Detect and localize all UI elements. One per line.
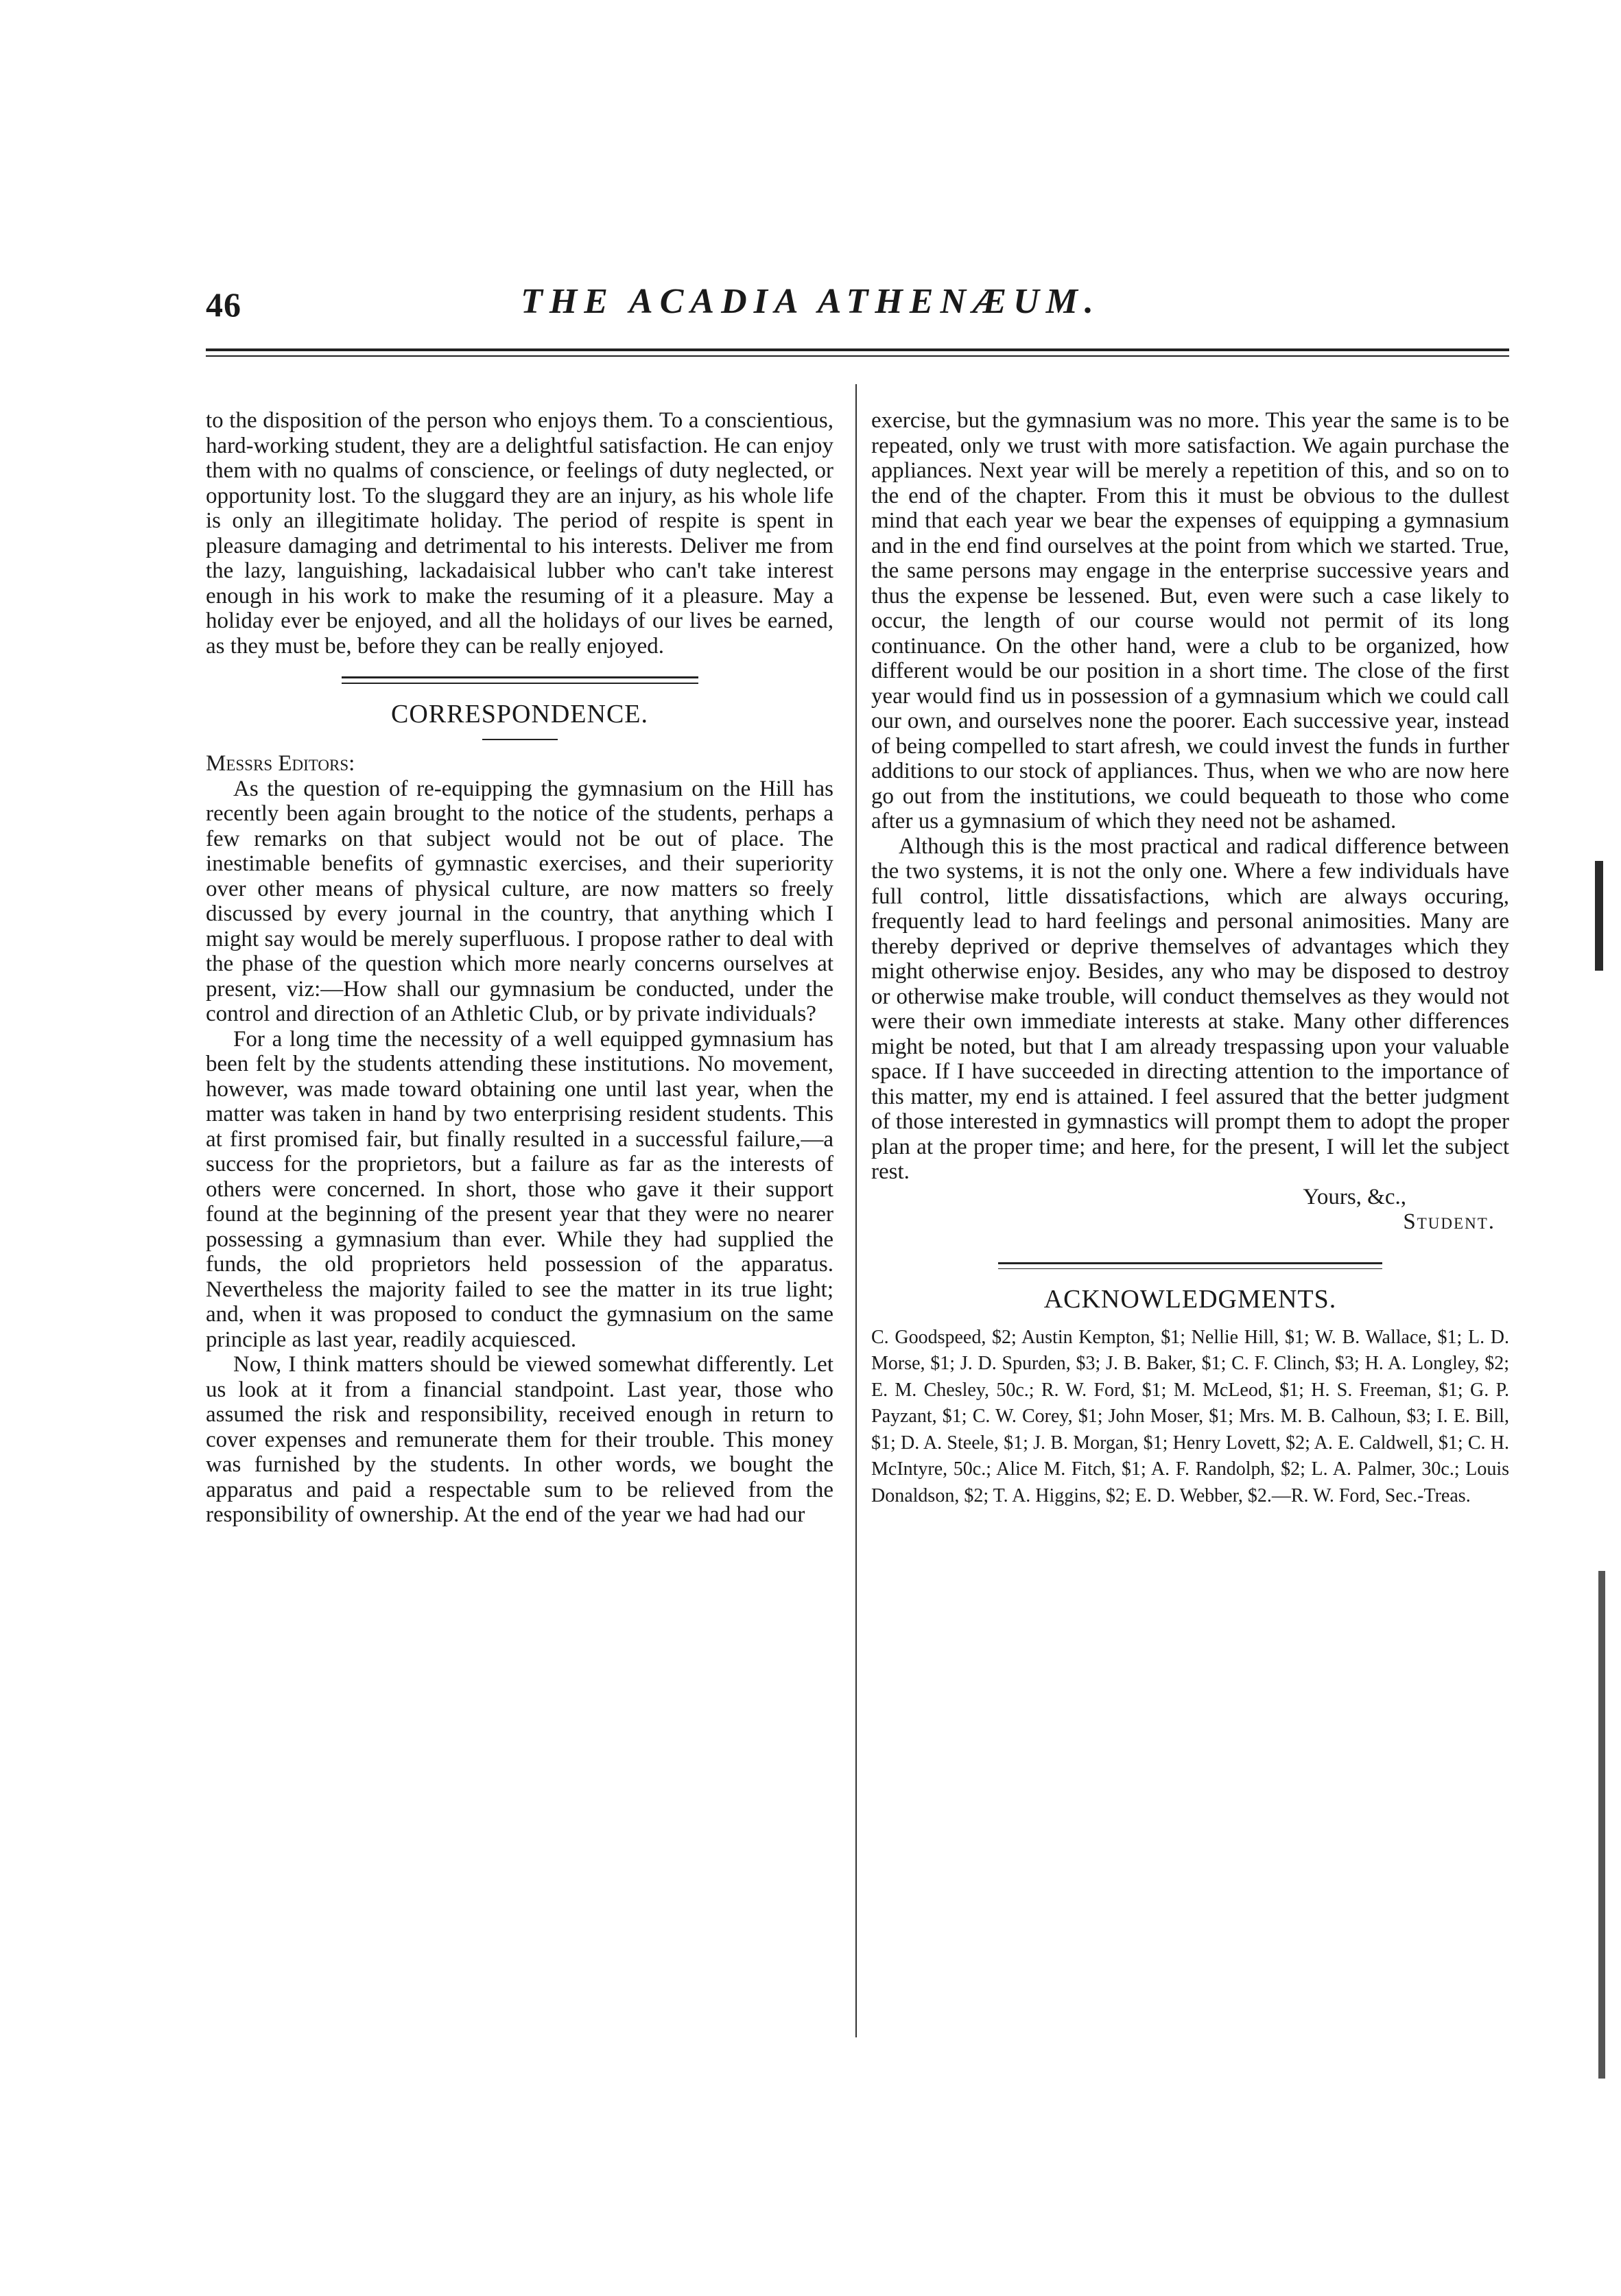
acknowledgments-heading: ACKNOWLEDGMENTS. bbox=[1043, 1285, 1337, 1314]
running-title: THE ACADIA ATHENÆUM. bbox=[521, 282, 1100, 321]
letter-signature: Student. bbox=[1403, 1209, 1495, 1234]
letter-closing: Yours, &c., bbox=[1303, 1184, 1406, 1209]
heading-rule bbox=[482, 739, 558, 740]
correspondence-paragraph: Now, I think matters should be viewed somewhat differently. Let us look at it from a financial standpoint. Last year, those who assumed the risk and responsibility, received enough in return to cover expenses and remunerate them for their trouble. This money was furnished by the students. In other words, we bought the apparatus and paid a respectable sum to be relieved from the responsibility of ownership. At the end of the year we had had our bbox=[206, 1352, 833, 1527]
correspondence-paragraph: As the question of re-equipping the gymnasium on the Hill has recently been again brought to the notice of the students, perhaps a few remarks on that subject would not be out of place. The inestimable benefits of gymnastic exercises, and their superiority over other means of physical culture, are now matters so freely discussed by every journal in the country, that anything which I might say would be merely superfluous. I propose rather to deal with the phase of the question which more nearly concerns ourselves at present, viz:—How shall our gymnasium be conducted, under the control and direction of an Athletic Club, or by private individuals? bbox=[206, 776, 833, 1026]
correspondence-heading: CORRESPONDENCE. bbox=[391, 699, 648, 729]
correspondence-paragraph: exercise, but the gymnasium was no more. This year the same is to be repeated, only we trust with more satisfaction. We again purchase the appliances. Next year will be merely a repetition of this, and so on to the end of the chapter. From this it must be obvious to the dullest mind that each year we bear the expenses of equipping a gymnasium and in the end find ourselves at the point from which we started. True, the same persons may engage in the enterprise successive years and thus the expense be lessened. But, even were such a case likely to occur, the length of our course would not permit of its long continuance. On the other hand, were a club to be organized, how different would be our position in a short time. The close of the first year would find us in possession of a gymnasium which we could call our own, and ourselves none the poorer. Each successive year, instead of being compelled to start afresh, we could invest the funds in further additions to our stock of appliances. Thus, when we who are now here go out from the institutions, we could bequeath to those who come after us a gymnasium of which they need not be ashamed. bbox=[871, 408, 1509, 833]
header-rule bbox=[206, 348, 1509, 351]
article-paragraph: to the disposition of the person who enjoys them. To a conscientious, hard-working student, they are a delightful satisfaction. He can enjoy them with no qualms of conscience, or feelings of duty neglected, or opportunity lost. To the sluggard they are an injury, as his whole life is only an illegitimate holiday. The period of respite is spent in pleasure damaging and detrimental to his interests. Deliver me from the lazy, languishing, lackadaisical lubber who can't take interest enough in his work to make the resuming of it a pleasure. May a holiday ever be enjoyed, and all the holidays of our lives be earned, as they must be, before they can be really enjoyed. bbox=[206, 408, 833, 659]
acknowledgments-list: C. Goodspeed, $2; Austin Kempton, $1; Nellie Hill, $1; W. B. Wallace, $1; L. D. Morse, $1; J. D. Spurden, $3; J. B. Baker, $1; C. F. Clinch, $3; H. A. Longley, $2; E. M. Chesley, 50c.; R. W. Ford, $1; M. McLeod, $1; H. S. Freeman, $1; G. P. Payzant, $1; C. W. Corey, $1; John Moser, $1; Mrs. M. B. Calhoun, $3; I. E. Bill, $1; D. A. Steele, $1; J. B. Morgan, $1; Henry Lovett, $2; A. E. Caldwell, $1; C. H. McIntyre, 50c.; Alice M. Fitch, $1; A. F. Randolph, $2; L. A. Palmer, 30c.; Louis Donaldson, $2; T. A. Higgins, $2; E. D. Webber, $2.—R. W. Ford, Sec.-Treas. bbox=[871, 1326, 1509, 1506]
left-column bbox=[206, 408, 833, 1528]
salutation: Messrs Editors: bbox=[206, 751, 355, 776]
column-divider bbox=[855, 384, 857, 2037]
page-number: 46 bbox=[206, 285, 241, 324]
scan-edge-mark bbox=[1598, 1571, 1605, 2079]
scan-edge-mark bbox=[1595, 861, 1603, 971]
section-separator bbox=[998, 1262, 1382, 1270]
right-column bbox=[871, 408, 1509, 1509]
header-rule-thin bbox=[206, 355, 1509, 357]
correspondence-paragraph: For a long time the necessity of a well equipped gymnasium has been felt by the students attending these institutions. No movement, however, was made toward obtaining one until last year, when the matter was taken in hand by two enterprising resident students. This at first promised fair, but finally resulted in a successful failure,—a success for the proprietors, but a failure as far as the interests of others were concerned. In short, those who gave it their support found at the beginning of the present year that they were no nearer possessing a gymnasium than ever. While they had supplied the funds, the old proprietors held possession of the apparatus. Nevertheless the majority failed to see the matter in its true light; and, when it was proposed to conduct the gymnasium on the same principle as last year, readily acquiesced. bbox=[206, 1026, 833, 1352]
section-separator bbox=[342, 676, 698, 684]
correspondence-paragraph: Although this is the most practical and radical difference between the two systems, it is not the only one. Where a few individuals have full control, little dissatisfactions, which are always occuring, frequently lead to hard feelings and personal animosities. Many are thereby deprived or deprive themselves of advantages which they might otherwise enjoy. Besides, any who may be disposed to destroy or otherwise make trouble, will conduct themselves as they would not were their own immediate interests at stake. Many other differences might be noted, but that I am already trespassing upon your valuable space. If I have succeeded in directing attention to the importance of this matter, my end is attained. I feel assured that the better judgment of those interested in gymnastics will prompt them to adopt the proper plan at the proper time; and here, for the present, I will let the subject rest. bbox=[871, 833, 1509, 1184]
